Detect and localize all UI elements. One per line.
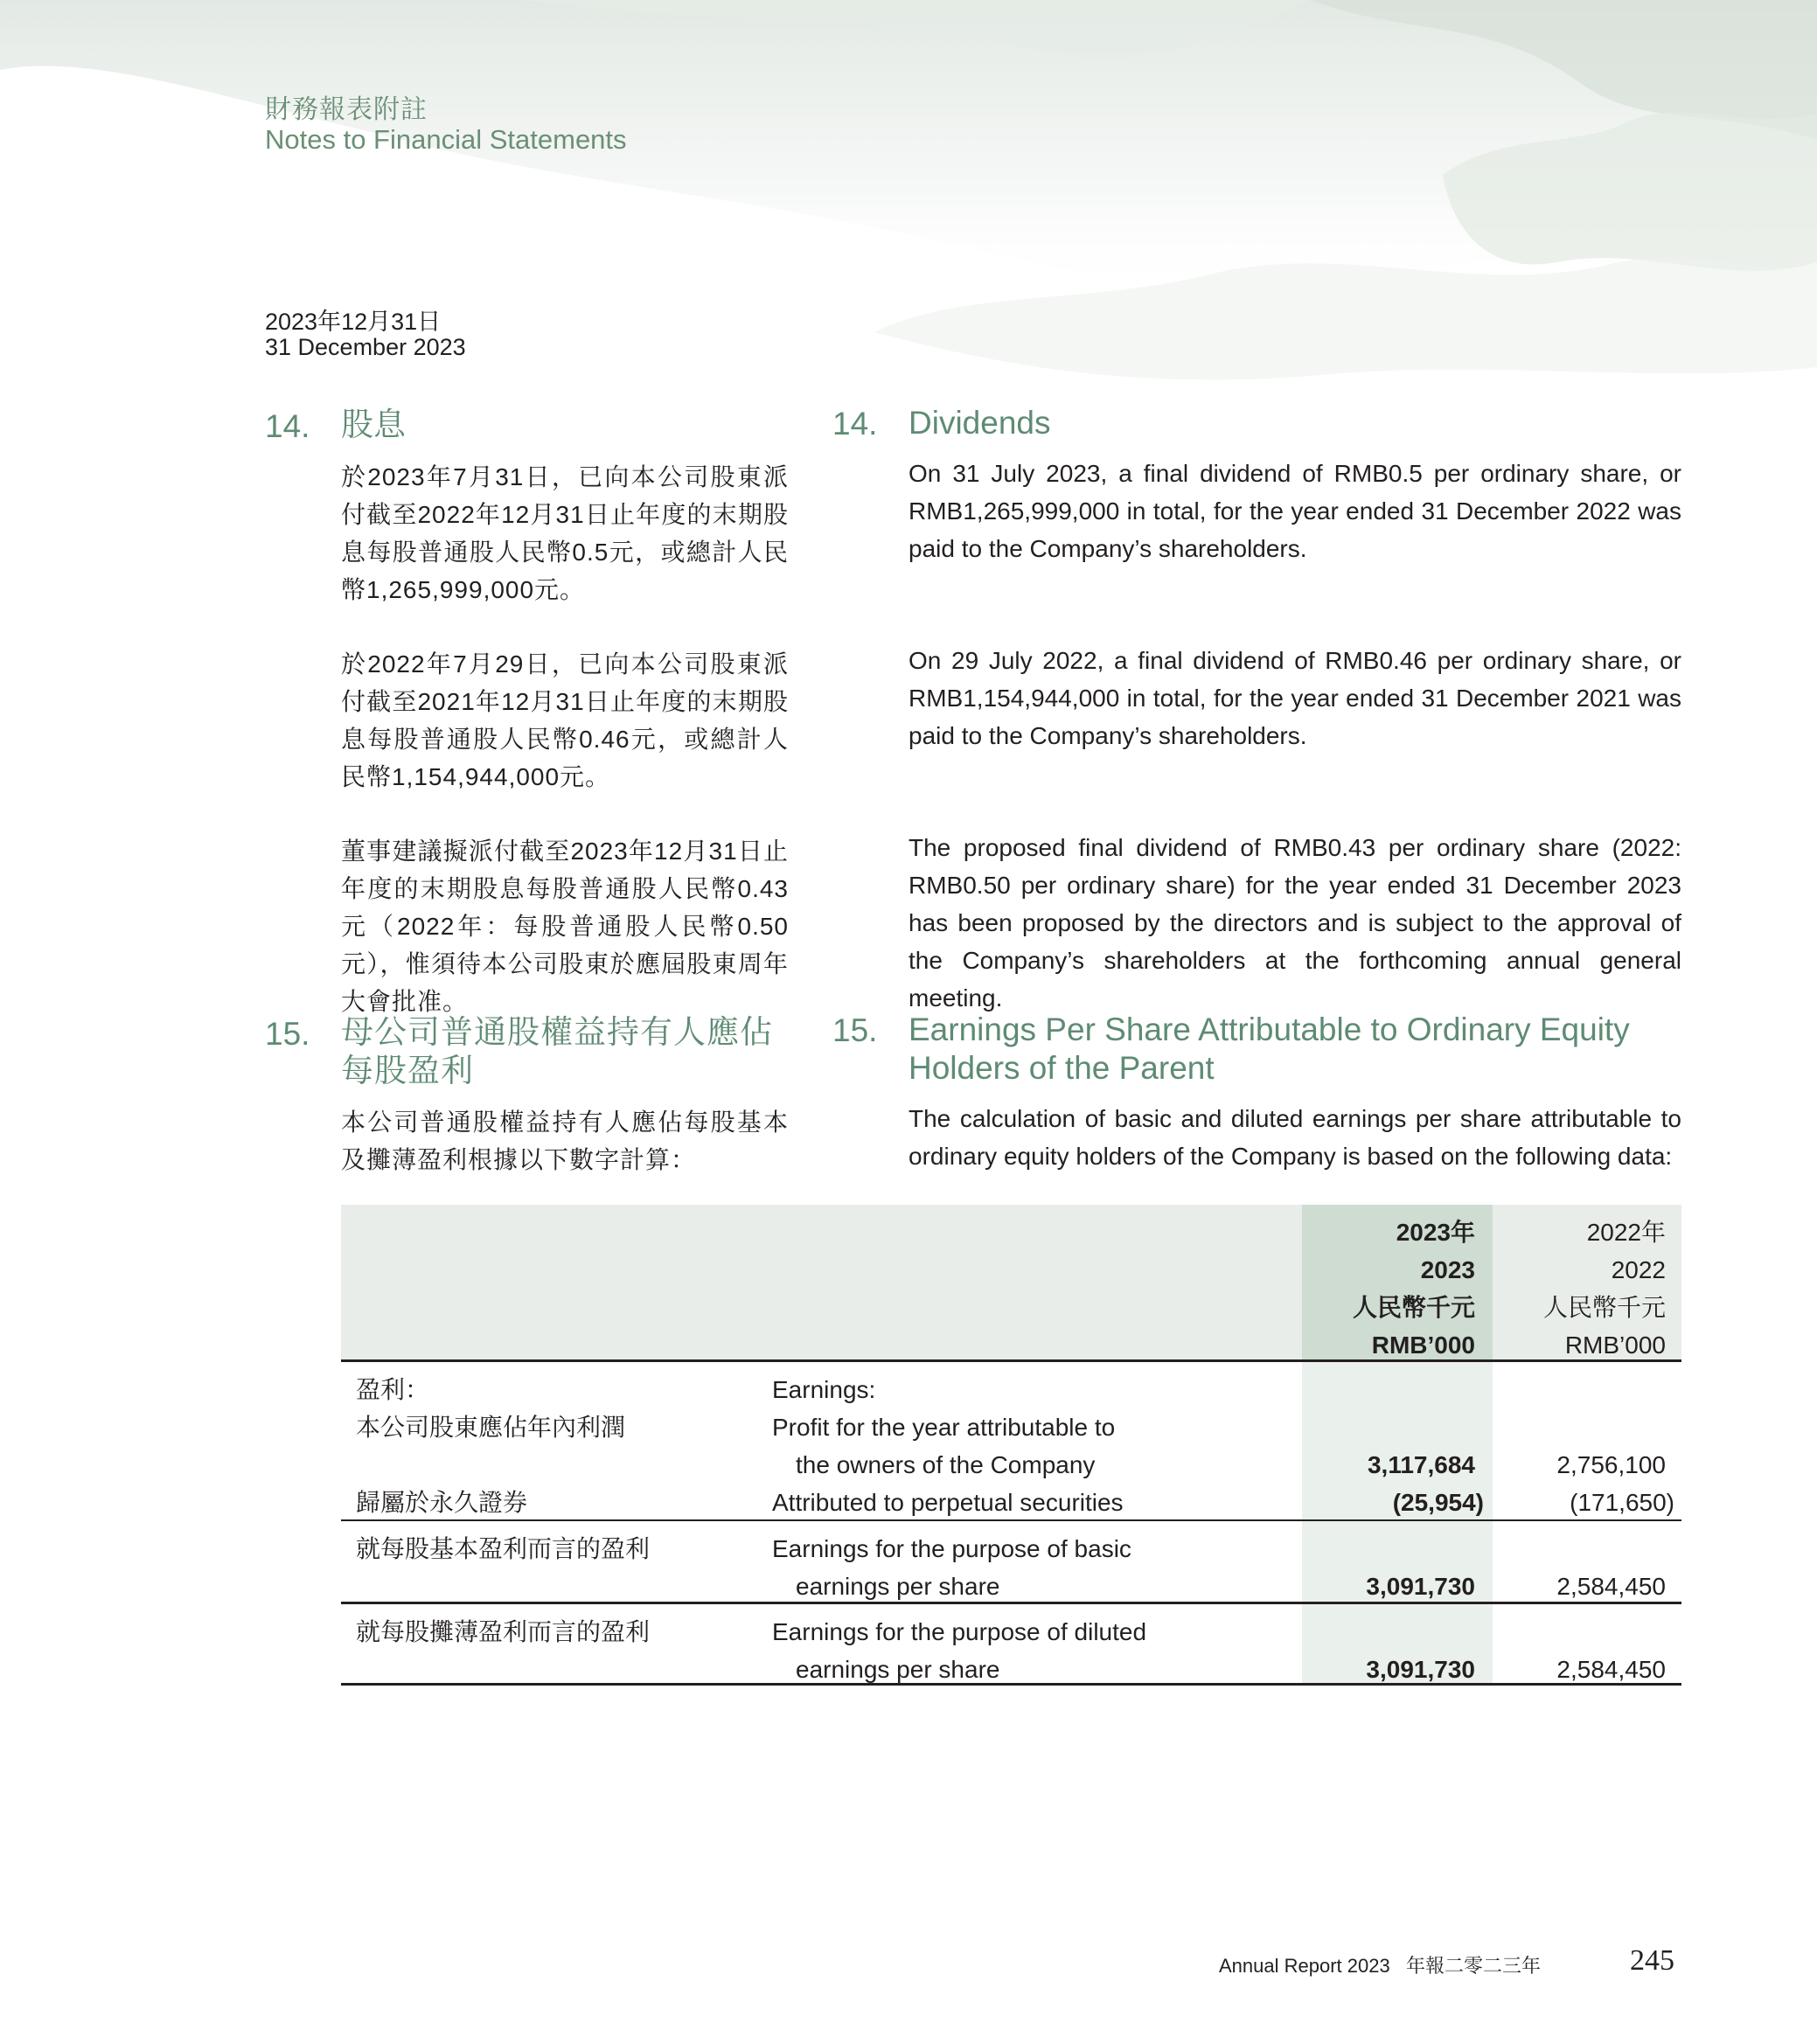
row-basic-label-en-1: Earnings for the purpose of basic	[772, 1535, 1131, 1562]
dividend-paragraph-zh-2: 於2022年7月29日，已向本公司股東派付截至2021年12月31日止年度的末期股息每股普通股人民幣0.46元，或總計人民幣1,154,944,000元。	[341, 650, 789, 790]
section-14-title-en: Dividends	[908, 405, 1051, 441]
header-title-zh: 財務報表附註	[265, 95, 428, 124]
row-perpetual-label-zh: 歸屬於永久證券	[356, 1489, 528, 1516]
section-15-title-zh: 母公司普通股權益持有人應佔每股盈利	[341, 1014, 773, 1088]
row-diluted-label-en-1: Earnings for the purpose of diluted	[772, 1618, 1147, 1645]
dividend-paragraph-en-3: The proposed final dividend of RMB0.43 per ordinary share (2022: RMB0.50 per ordinary share) for the year ended 31 December 2023 has been proposed by the directors and is subject to the approval of the Company’s shareholders at the forthcoming annual general meeting.	[908, 834, 1681, 1012]
header-unit-zh-2023: 人民幣千元	[1352, 1294, 1475, 1321]
row-perpetual-label-en: Attributed to perpetual securities	[772, 1489, 1124, 1516]
row-earnings-label-en: Earnings:	[772, 1376, 876, 1403]
row-profit-label-zh: 本公司股東應佔年內利潤	[356, 1414, 626, 1441]
row-profit-label-en-2: the owners of the Company	[796, 1451, 1096, 1478]
row-earnings-label-zh: 盈利：	[356, 1376, 430, 1403]
header-unit-en-2023: RMB’000	[1371, 1331, 1475, 1359]
header-unit-zh-2022: 人民幣千元	[1542, 1294, 1666, 1321]
row-diluted-2023: 3,091,730	[1366, 1656, 1475, 1683]
row-profit-2022: 2,756,100	[1556, 1451, 1666, 1478]
row-basic-label-en-2: earnings per share	[796, 1573, 1000, 1600]
dividend-paragraph-zh-3: 董事建議擬派付截至2023年12月31日止年度的末期股息每股普通股人民幣0.43元（2022年：每股普通股人民幣0.50元），惟須待本公司股東於應屆股東周年大會批准。	[341, 838, 789, 1015]
eps-table	[341, 1205, 1681, 1686]
page-number: 245	[1630, 1944, 1674, 1977]
eps-intro-zh: 本公司普通股權益持有人應佔每股基本及攤薄盈利根據以下數字計算：	[341, 1109, 789, 1173]
date-en: 31 December 2023	[265, 334, 466, 360]
header-unit-en-2022: RMB’000	[1564, 1331, 1666, 1359]
header-2023-zh: 2023年	[1396, 1219, 1475, 1246]
dividend-paragraph-en-2: On 29 July 2022, a final dividend of RMB0.46 per ordinary share, or RMB1,154,944,000 in total, for the year ended 31 December 2021 was paid to the Company’s shareholders.	[908, 647, 1681, 749]
dividend-paragraph-zh-1: 於2023年7月31日，已向本公司股東派付截至2022年12月31日止年度的末期股息每股普通股人民幣0.5元，或總計人民幣1,265,999,000元。	[341, 463, 789, 603]
section-14-number-zh: 14.	[265, 408, 310, 444]
basic-total-rule	[341, 1602, 1681, 1604]
row-basic-label-zh: 就每股基本盈利而言的盈利	[356, 1535, 651, 1562]
row-profit-label-en-1: Profit for the year attributable to	[772, 1414, 1116, 1441]
row-perpetual-2022: (171,650)	[1570, 1489, 1674, 1516]
row-basic-2023: 3,091,730	[1366, 1573, 1475, 1600]
row-diluted-label-zh: 就每股攤薄盈利而言的盈利	[356, 1618, 651, 1645]
row-diluted-2022: 2,584,450	[1556, 1656, 1666, 1683]
header-2022-zh: 2022年	[1586, 1219, 1666, 1246]
eps-intro-en: The calculation of basic and diluted earnings per share attributable to ordinary equity holders of the Company is based on the following data:	[908, 1105, 1681, 1170]
section-14-number-en: 14.	[832, 406, 878, 441]
dividend-paragraph-en-1: On 31 July 2023, a final dividend of RMB0.5 per ordinary share, or RMB1,265,999,000 in total, for the year ended 31 December 2022 was paid to the Company’s shareholders.	[908, 460, 1681, 562]
subtotal-rule	[341, 1519, 1681, 1521]
row-profit-2023: 3,117,684	[1367, 1451, 1475, 1478]
diluted-total-rule	[341, 1683, 1681, 1686]
header-2023: 2023	[1420, 1256, 1475, 1283]
header-2022: 2022	[1611, 1256, 1666, 1283]
date-zh: 2023年12月31日	[265, 309, 442, 335]
footer-report-label: Annual Report 2023 年報二零二三年	[1219, 1955, 1542, 1977]
section-15-number-en: 15.	[832, 1012, 878, 1048]
header-title-en: Notes to Financial Statements	[265, 124, 627, 155]
row-basic-2022: 2,584,450	[1556, 1573, 1666, 1600]
header-rule	[341, 1359, 1681, 1362]
row-perpetual-2023: (25,954)	[1392, 1489, 1484, 1516]
section-14-title-zh: 股息	[341, 407, 406, 442]
section-15-title-en: Earnings Per Share Attributable to Ordinary Equity Holders of the Parent	[908, 1012, 1630, 1086]
row-diluted-label-en-2: earnings per share	[796, 1656, 1000, 1683]
section-15-number-zh: 15.	[265, 1016, 310, 1052]
